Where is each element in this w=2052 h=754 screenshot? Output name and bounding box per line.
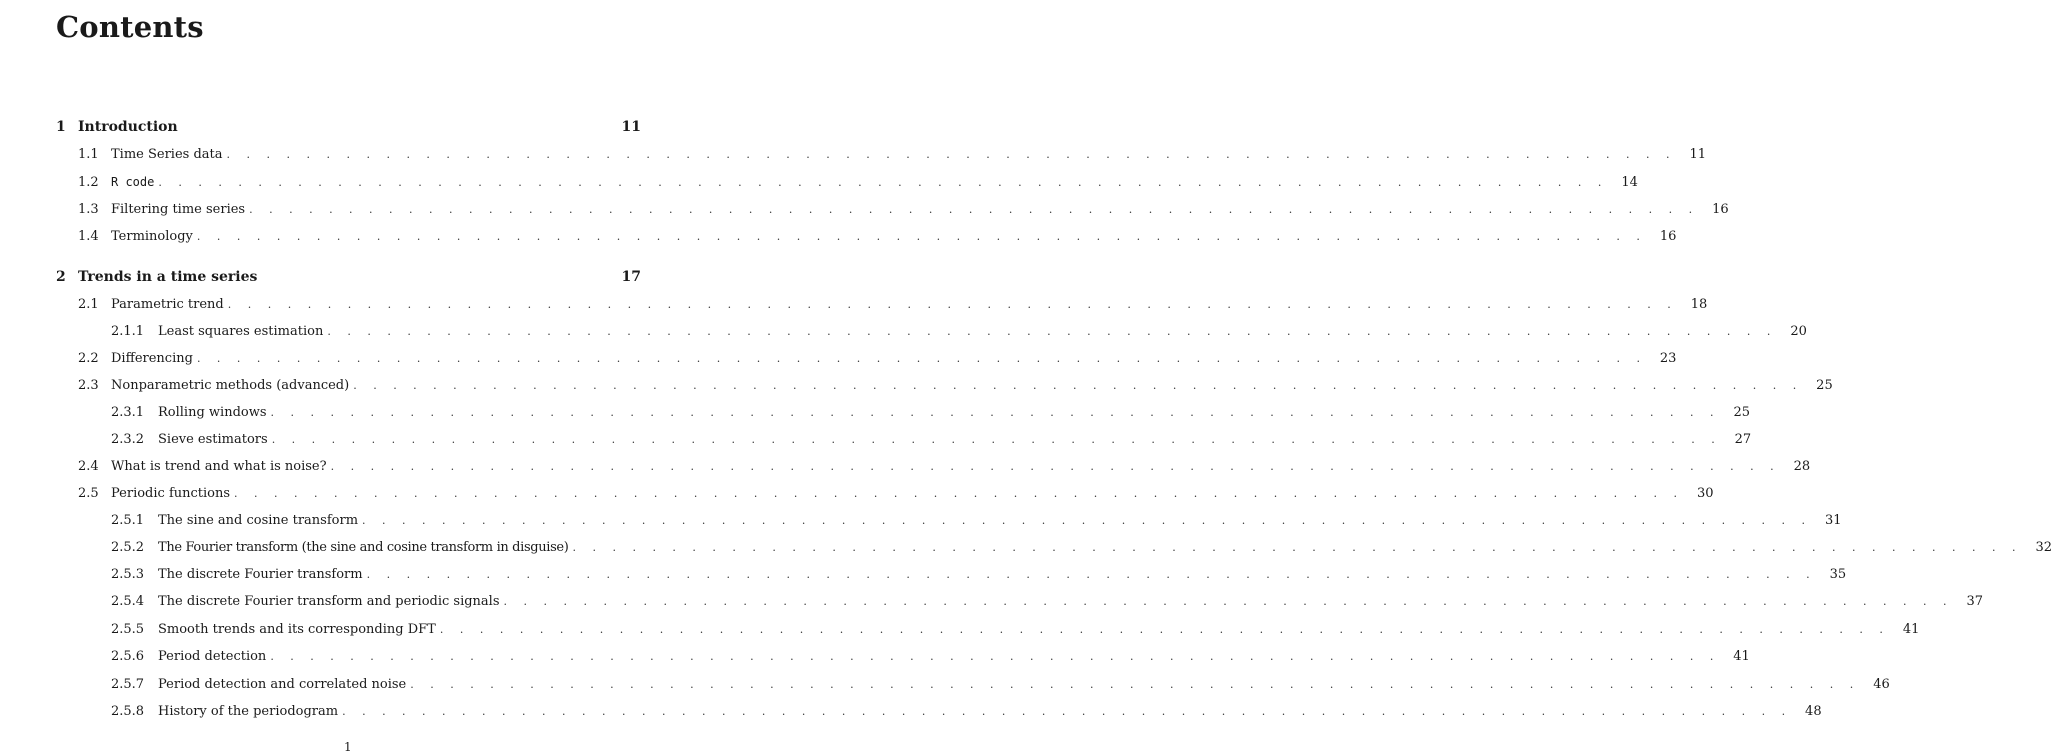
section-title: Terminology <box>111 229 193 244</box>
toc-section[interactable] <box>78 376 1833 396</box>
dot-leader: . . . . . . . . . . . . . . . . . . . . . . . . . . . . . . . . . . . . . . . . . . . . . . . . . . . . . . . . . . . . . . . . . . . . . . . . . <box>439 623 1890 636</box>
subsection-title: Period detection <box>158 649 267 664</box>
section-number: 2.3 <box>78 378 99 393</box>
page-number: 20 <box>1790 324 1807 339</box>
dot-leader: . . . . . . . . . . . . . . . . . . . . . . . . . . . . . . . . . . . . . . . . . . . . . . . . . . . . . . . . . . . . . . . . . . . . . . . . . <box>503 595 1954 608</box>
section-number: 2.5 <box>78 486 99 501</box>
toc-section[interactable] <box>78 172 1638 192</box>
dot-leader: . . . . . . . . . . . . . . . . . . . . . . . . . . . . . . . . . . . . . . . . . . . . . . . . . . . . . . . . . . . . . . . . . . . . . . . . . <box>249 203 1699 216</box>
dot-leader: . . . . . . . . . . . . . . . . . . . . . . . . . . . . . . . . . . . . . . . . . . . . . . . . . . . . . . . . . . . . . . . . . . . . . . . . . <box>270 650 1720 663</box>
page-number: 46 <box>1873 677 1890 692</box>
section-number: 1.4 <box>78 229 99 244</box>
section-title: Time Series data <box>111 147 223 162</box>
section-title: What is trend and what is noise? <box>111 459 327 474</box>
subsection-number: 2.3.2 <box>111 432 145 447</box>
chapter-number: 1 <box>56 119 66 135</box>
dot-leader: . . . . . . . . . . . . . . . . . . . . . . . . . . . . . . . . . . . . . . . . . . . . . . . . . . . . . . . . . . . . . . . . . . . . . . . . . <box>330 460 1781 473</box>
subsection-title: Smooth trends and its corresponding DFT <box>158 622 436 637</box>
dot-leader: . . . . . . . . . . . . . . . . . . . . . . . . . . . . . . . . . . . . . . . . . . . . . . . . . . . . . . . . . . . . . . . . . . . . . . . . . <box>227 298 1678 311</box>
dot-leader: . . . . . . . . . . . . . . . . . . . . . . . . . . . . . . . . . . . . . . . . . . . . . . . . . . . . . . . . . . . . . . . . . . . . . . . . . <box>196 352 1647 365</box>
section-number: 1.3 <box>78 202 99 217</box>
dot-leader: . . . . . . . . . . . . . . . . . . . . . . . . . . . . . . . . . . . . . . . . . . . . . . . . . . . . . . . . . . . . . . . . . . . . . . . . . <box>572 541 2022 554</box>
subsection-number: 2.5.5 <box>111 622 145 637</box>
toc-subsection[interactable] <box>111 620 1920 640</box>
section-title: Nonparametric methods (advanced) <box>111 378 350 393</box>
page-number: 23 <box>1659 351 1677 366</box>
dot-leader: . . . . . . . . . . . . . . . . . . . . . . . . . . . . . . . . . . . . . . . . . . . . . . . . . . . . . . . . . . . . . . . . . . . . . . . . . <box>234 487 1684 500</box>
page-number: 25 <box>1816 378 1833 393</box>
section-title: Filtering time series <box>111 202 246 217</box>
page-footer-number: 1 <box>344 740 352 754</box>
section-number: 2.2 <box>78 351 99 366</box>
page-number: 25 <box>1733 405 1751 420</box>
subsection-number: 2.5.8 <box>111 704 145 719</box>
section-number: 2.4 <box>78 459 99 474</box>
toc-section[interactable] <box>78 349 1677 369</box>
subsection-number: 2.5.2 <box>111 540 145 555</box>
page-number: 11 <box>621 119 641 135</box>
toc-subsection[interactable] <box>111 538 2052 558</box>
page-number: 16 <box>1659 229 1677 244</box>
section-title: Parametric trend <box>111 297 224 312</box>
page-number: 17 <box>621 269 641 285</box>
page-number: 31 <box>1825 513 1842 528</box>
dot-leader: . . . . . . . . . . . . . . . . . . . . . . . . . . . . . . . . . . . . . . . . . . . . . . . . . . . . . . . . . . . . . . . . . . . . . . . . . <box>362 514 1812 527</box>
dot-leader: . . . . . . . . . . . . . . . . . . . . . . . . . . . . . . . . . . . . . . . . . . . . . . . . . . . . . . . . . . . . . . . . . . . . . . . . . <box>158 176 1608 189</box>
chapter-title: Trends in a time series <box>78 269 258 285</box>
subsection-title: Rolling windows <box>158 405 267 420</box>
toc-chapter[interactable] <box>56 117 641 137</box>
section-number: 1.2 <box>78 175 99 190</box>
section-title: Differencing <box>111 351 193 366</box>
subsection-number: 2.5.6 <box>111 649 145 664</box>
subsection-title: Period detection and correlated noise <box>158 677 407 692</box>
page-number: 41 <box>1902 622 1920 637</box>
section-title: Periodic functions <box>111 486 231 501</box>
subsection-number: 2.5.7 <box>111 677 145 692</box>
dot-leader: . . . . . . . . . . . . . . . . . . . . . . . . . . . . . . . . . . . . . . . . . . . . . . . . . . . . . . . . . . . . . . . . . . . . . . . . . <box>410 678 1860 691</box>
toc-subsection[interactable] <box>111 702 1822 722</box>
toc-subsection[interactable] <box>111 430 1752 450</box>
toc-section[interactable] <box>78 484 1714 504</box>
subsection-title: Least squares estimation <box>158 324 324 339</box>
dot-leader: . . . . . . . . . . . . . . . . . . . . . . . . . . . . . . . . . . . . . . . . . . . . . . . . . . . . . . . . . . . . . . . . . . . . . . . . . <box>271 433 1722 446</box>
toc-section[interactable] <box>78 200 1729 220</box>
chapter-number: 2 <box>56 269 66 285</box>
page-number: 28 <box>1793 459 1811 474</box>
dot-leader: . . . . . . . . . . . . . . . . . . . . . . . . . . . . . . . . . . . . . . . . . . . . . . . . . . . . . . . . . . . . . . . . . . . . . . . . . <box>226 148 1677 161</box>
page-number: 41 <box>1733 649 1750 664</box>
subsection-number: 2.3.1 <box>111 405 145 420</box>
page-number: 27 <box>1734 432 1752 447</box>
toc-subsection[interactable] <box>111 322 1807 342</box>
subsection-number: 2.1.1 <box>111 324 145 339</box>
toc-section[interactable] <box>78 457 1811 477</box>
page-number: 37 <box>1966 594 1984 609</box>
page-number: 11 <box>1689 147 1707 162</box>
chapter-title: Introduction <box>78 119 178 135</box>
toc-subsection[interactable] <box>111 403 1751 423</box>
subsection-number: 2.5.1 <box>111 513 145 528</box>
subsection-title: The discrete Fourier transform and periodic signals <box>158 594 500 609</box>
toc-chapter[interactable] <box>56 267 641 287</box>
section-number: 1.1 <box>78 147 99 162</box>
toc-subsection[interactable] <box>111 647 1750 667</box>
subsection-title: The discrete Fourier transform <box>158 567 363 582</box>
page-number: 35 <box>1829 567 1847 582</box>
toc-subsection[interactable] <box>111 675 1890 695</box>
toc-subsection[interactable] <box>111 592 1984 612</box>
toc-subsection[interactable] <box>111 511 1842 531</box>
dot-leader: . . . . . . . . . . . . . . . . . . . . . . . . . . . . . . . . . . . . . . . . . . . . . . . . . . . . . . . . . . . . . . . . . . . . . . . . . <box>327 325 1777 338</box>
toc-section[interactable] <box>78 227 1677 247</box>
subsection-number: 2.5.3 <box>111 567 145 582</box>
page-title: Contents <box>56 10 204 44</box>
toc-section[interactable] <box>78 145 1707 165</box>
dot-leader: . . . . . . . . . . . . . . . . . . . . . . . . . . . . . . . . . . . . . . . . . . . . . . . . . . . . . . . . . . . . . . . . . . . . . . . . . <box>353 379 1803 392</box>
page-number: 30 <box>1697 486 1714 501</box>
page-number: 32 <box>2035 540 2052 555</box>
page-number: 48 <box>1805 704 1822 719</box>
page-number: 18 <box>1690 297 1708 312</box>
subsection-number: 2.5.4 <box>111 594 145 609</box>
page-number: 14 <box>1621 175 1638 190</box>
subsection-title: Sieve estimators <box>158 432 268 447</box>
subsection-title: The sine and cosine transform <box>158 513 359 528</box>
dot-leader: . . . . . . . . . . . . . . . . . . . . . . . . . . . . . . . . . . . . . . . . . . . . . . . . . . . . . . . . . . . . . . . . . . . . . . . . . <box>270 406 1721 419</box>
dot-leader: . . . . . . . . . . . . . . . . . . . . . . . . . . . . . . . . . . . . . . . . . . . . . . . . . . . . . . . . . . . . . . . . . . . . . . . . . <box>196 230 1647 243</box>
section-title: R code <box>111 175 155 189</box>
dot-leader: . . . . . . . . . . . . . . . . . . . . . . . . . . . . . . . . . . . . . . . . . . . . . . . . . . . . . . . . . . . . . . . . . . . . . . . . . <box>342 705 1792 718</box>
subsection-title: History of the periodogram <box>158 704 339 719</box>
toc-section[interactable] <box>78 295 1708 315</box>
page-number: 16 <box>1712 202 1729 217</box>
dot-leader: . . . . . . . . . . . . . . . . . . . . . . . . . . . . . . . . . . . . . . . . . . . . . . . . . . . . . . . . . . . . . . . . . . . . . . . . . <box>366 568 1817 581</box>
section-number: 2.1 <box>78 297 99 312</box>
toc-subsection[interactable] <box>111 565 1847 585</box>
subsection-title: The Fourier transform (the sine and cosine transform in disguise) <box>158 540 569 555</box>
